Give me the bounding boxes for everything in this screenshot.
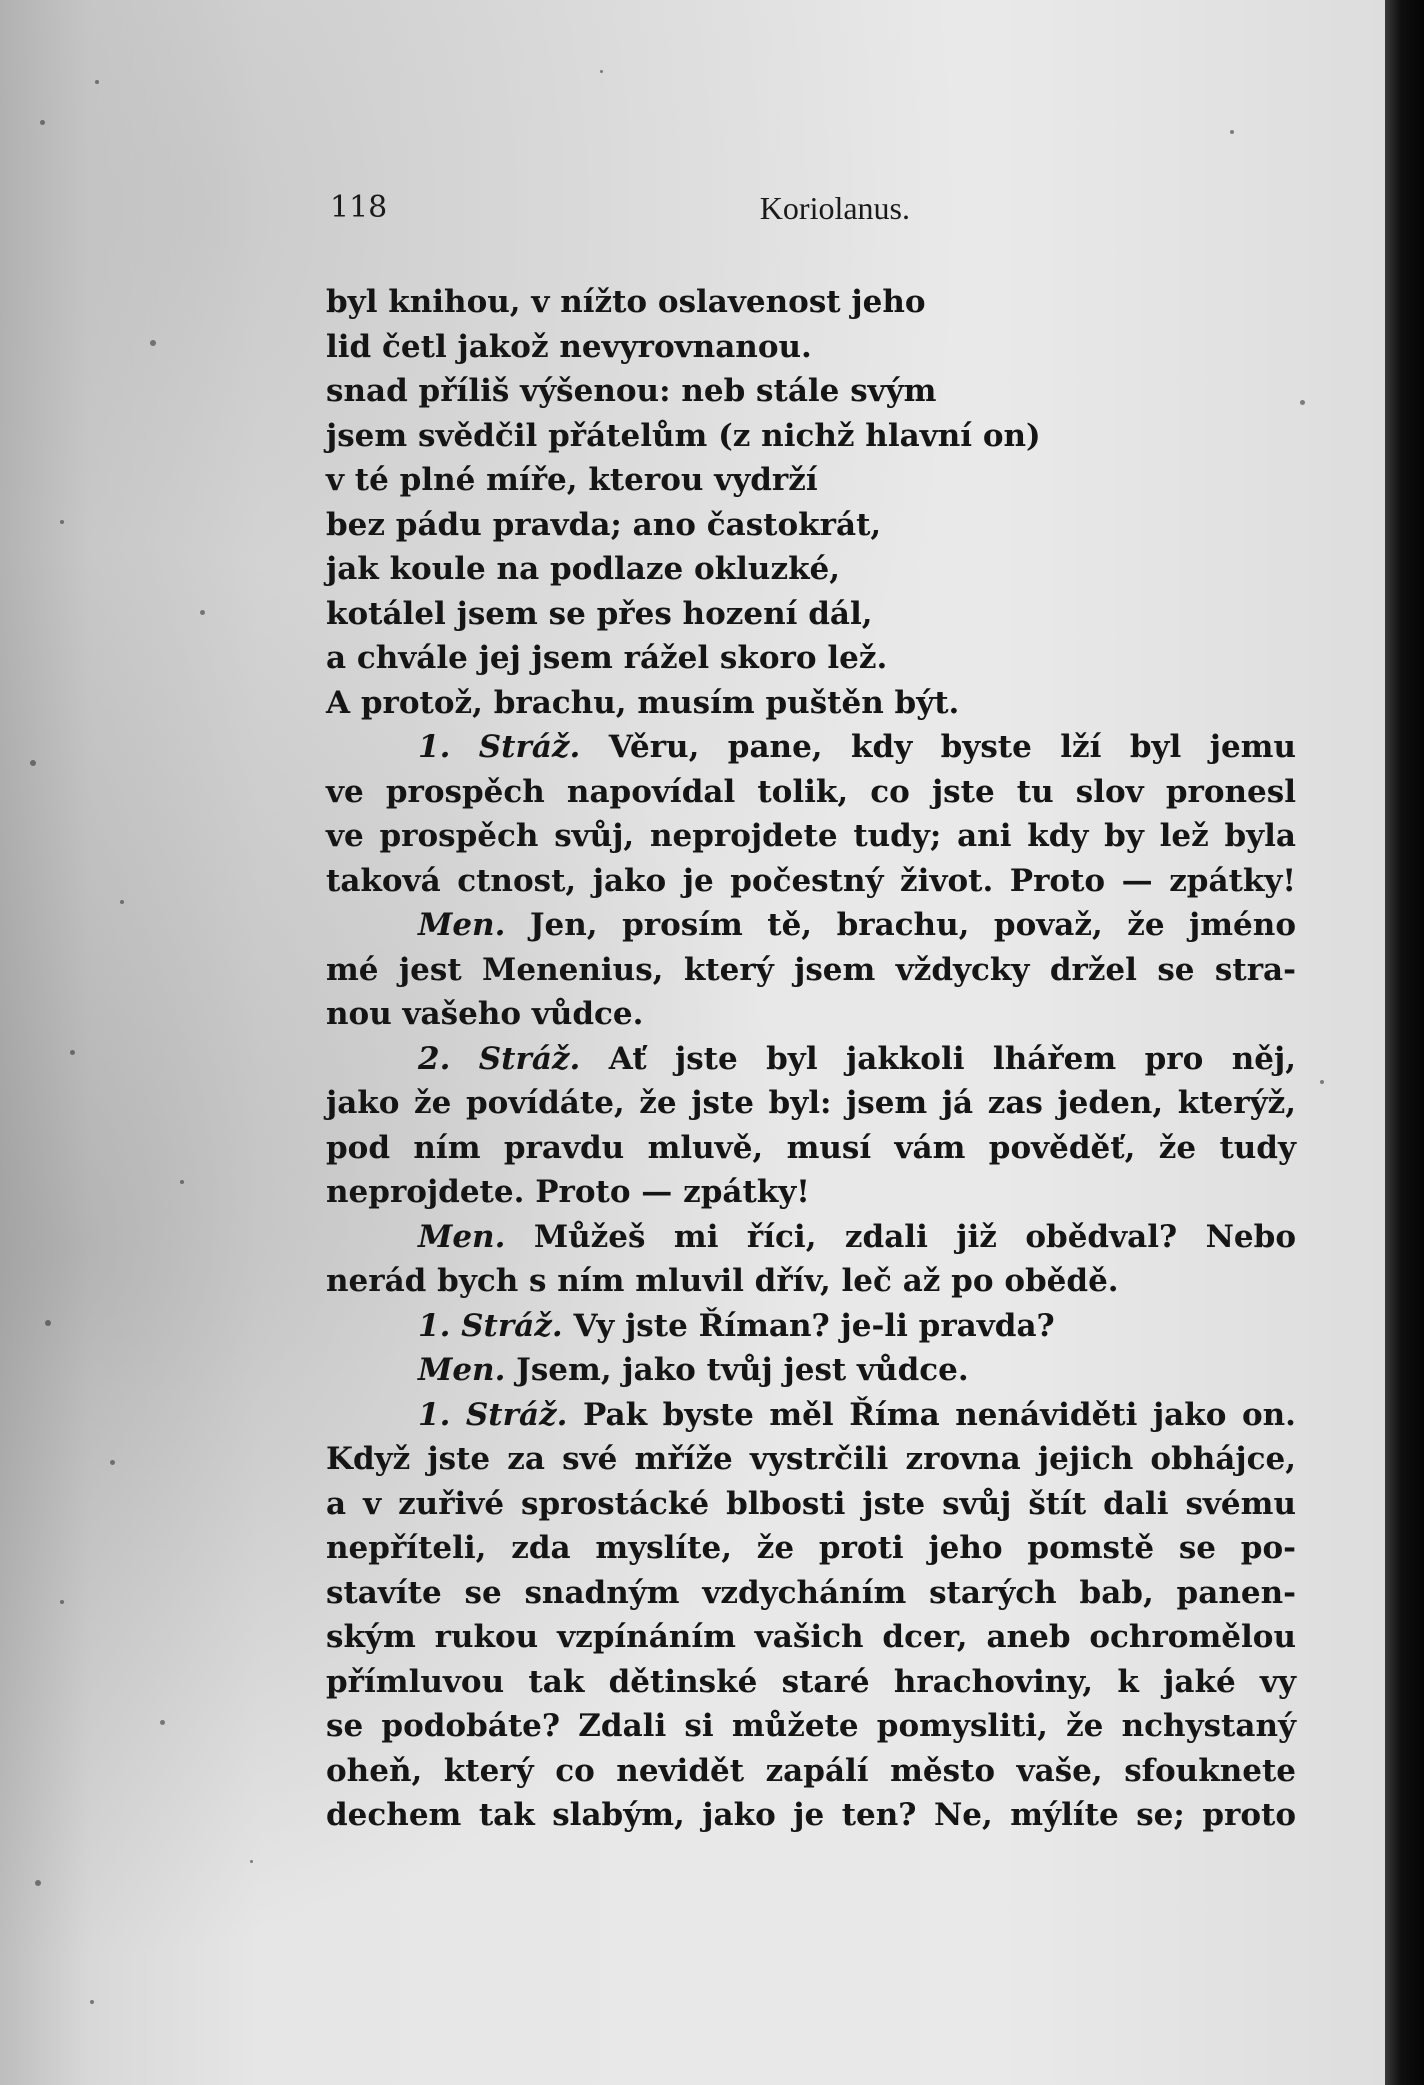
line-text: lid četl jakož nevyrovnanou. <box>326 328 812 365</box>
paper-speck <box>600 70 603 73</box>
paper-speck <box>45 1320 51 1326</box>
line-text: byl knihou, v nížto oslavenost jeho <box>326 284 926 320</box>
line-text: Věru, pane, kdy byste lží byl jemu <box>608 729 1297 765</box>
text-line <box>326 1749 1296 1794</box>
paper-speck <box>60 520 64 524</box>
line-text: snad příliš výšenou: neb stále svým <box>326 373 937 409</box>
speaker-label: Men. <box>418 1218 506 1255</box>
line-text: kotálel jsem se přes hození dál, <box>326 595 873 632</box>
paper-speck <box>1230 130 1234 134</box>
paper-speck <box>60 1600 64 1604</box>
speaker-label: Men. <box>418 907 506 943</box>
line-text: jak koule na podlaze okluzké, <box>326 551 841 587</box>
text-line <box>326 1126 1296 1171</box>
paper-speck <box>180 1180 184 1184</box>
text-line <box>326 948 1296 993</box>
text-line <box>326 1170 1296 1215</box>
paper-speck <box>160 1720 165 1725</box>
text-line <box>326 1081 1296 1126</box>
line-text: A protož, brachu, musím puštěn být. <box>326 684 960 721</box>
text-line <box>326 1348 1296 1393</box>
paper-speck <box>150 340 156 346</box>
text-line <box>326 1793 1296 1838</box>
speaker-label: 1. Stráž. <box>418 1396 568 1433</box>
page-header <box>330 190 910 230</box>
line-text: Ať jste byl jakkoli lhářem pro něj, <box>608 1040 1296 1077</box>
line-text: přímluvou tak dětinské staré hrachoviny, k jaké vy <box>326 1663 1296 1700</box>
paper-speck <box>90 2000 94 2004</box>
line-text: jsem svědčil přátelům (z nichž hlavní on) <box>326 417 1041 454</box>
text-line <box>326 992 1296 1037</box>
line-text: Pak byste měl Říma nenáviděti jako on. <box>583 1396 1296 1433</box>
line-text: ve prospěch svůj, neprojdete tudy; ani kdy by lež byla <box>326 818 1296 854</box>
speaker-label: Men. <box>418 1352 506 1388</box>
line-text: ským rukou vzpínáním vašich dcer, aneb ochromělou <box>326 1619 1296 1655</box>
text-line <box>326 636 1296 681</box>
text-line <box>326 859 1296 904</box>
line-text: Jen, prosím tě, brachu, považ, že jméno <box>529 907 1296 943</box>
line-text: Můžeš mi říci, zdali již obědval? Nebo <box>533 1218 1296 1255</box>
line-text: bez pádu pravda; ano častokrát, <box>326 506 882 543</box>
paper-speck <box>120 900 124 904</box>
text-line <box>326 1304 1296 1349</box>
text-line <box>326 280 1296 325</box>
line-text: oheň, který co nevidět zapálí město vaše, sfouknete <box>326 1752 1296 1789</box>
line-text: dechem tak slabým, jako je ten? Ne, mýlíte se; proto <box>326 1797 1296 1833</box>
line-text: ve prospěch napovídal tolik, co jste tu slov pronesl <box>326 773 1296 810</box>
text-block <box>326 280 1296 1838</box>
text-line <box>326 592 1296 637</box>
text-line <box>326 1393 1296 1438</box>
running-title: Koriolanus. <box>759 190 910 226</box>
speaker-label: 1. Stráž. <box>418 729 581 765</box>
line-text: Vy jste Říman? je-li pravda? <box>573 1307 1055 1344</box>
text-line <box>326 503 1296 548</box>
paper-speck <box>40 120 45 125</box>
line-text: nepříteli, zda myslíte, že proti jeho pomstě se po- <box>326 1530 1296 1566</box>
line-text: nerád bych s ním mluvil dřív, leč až po obědě. <box>326 1263 1119 1299</box>
text-line <box>326 1571 1296 1616</box>
paper-speck <box>110 1460 115 1465</box>
line-text: a v zuřivé sprostácké blbosti jste svůj štít dali svému <box>326 1485 1296 1522</box>
text-line <box>326 458 1296 503</box>
paper-speck <box>70 1050 75 1055</box>
line-text: Jsem, jako tvůj jest vůdce. <box>516 1352 969 1388</box>
line-text: mé jest Menenius, který jsem vždycky držel se stra- <box>326 951 1296 988</box>
text-line <box>326 903 1296 948</box>
text-line <box>326 770 1296 815</box>
text-line <box>326 1215 1296 1260</box>
text-line <box>326 414 1296 459</box>
text-line <box>326 1482 1296 1527</box>
text-line <box>326 1259 1296 1304</box>
line-text: pod ním pravdu mluvě, musí vám pověděť, že tudy <box>326 1129 1296 1166</box>
text-line <box>326 725 1296 770</box>
line-text: jako že povídáte, že jste byl: jsem já zas jeden, kterýž, <box>326 1085 1296 1121</box>
paper-speck <box>250 1860 253 1863</box>
page-number: 118 <box>330 190 388 225</box>
paper-speck <box>1320 1080 1324 1084</box>
paper-speck <box>1300 400 1305 405</box>
text-line <box>326 1615 1296 1660</box>
paper-speck <box>200 610 205 615</box>
line-text: se podobáte? Zdali si můžete pomysliti, že nchystaný <box>326 1708 1296 1744</box>
paper-speck <box>95 80 99 84</box>
text-line <box>326 369 1296 414</box>
line-text: a chvále jej jsem rážel skoro lež. <box>326 640 888 676</box>
text-line <box>326 1037 1296 1082</box>
line-text: Když jste za své mříže vystrčili zrovna jejich obhájce, <box>326 1441 1296 1477</box>
speaker-label: 2. Stráž. <box>418 1040 581 1077</box>
line-text: taková ctnost, jako je počestný život. Proto — zpátky! <box>326 862 1296 899</box>
text-line <box>326 325 1296 370</box>
line-text: nou vašeho vůdce. <box>326 996 644 1032</box>
text-line <box>326 1526 1296 1571</box>
speaker-label: 1. Stráž. <box>418 1307 563 1344</box>
text-line <box>326 1704 1296 1749</box>
line-text: neprojdete. Proto — zpátky! <box>326 1174 810 1210</box>
line-text: v té plné míře, kterou vydrží <box>326 462 818 498</box>
text-line <box>326 1660 1296 1705</box>
text-line <box>326 1437 1296 1482</box>
text-line <box>326 547 1296 592</box>
paper-speck <box>30 760 36 766</box>
paper-speck <box>35 1880 41 1886</box>
text-line <box>326 681 1296 726</box>
page-edge-shadow <box>1385 0 1424 2085</box>
line-text: stavíte se snadným vzdycháním starých bab, panen- <box>326 1574 1296 1611</box>
text-line <box>326 814 1296 859</box>
